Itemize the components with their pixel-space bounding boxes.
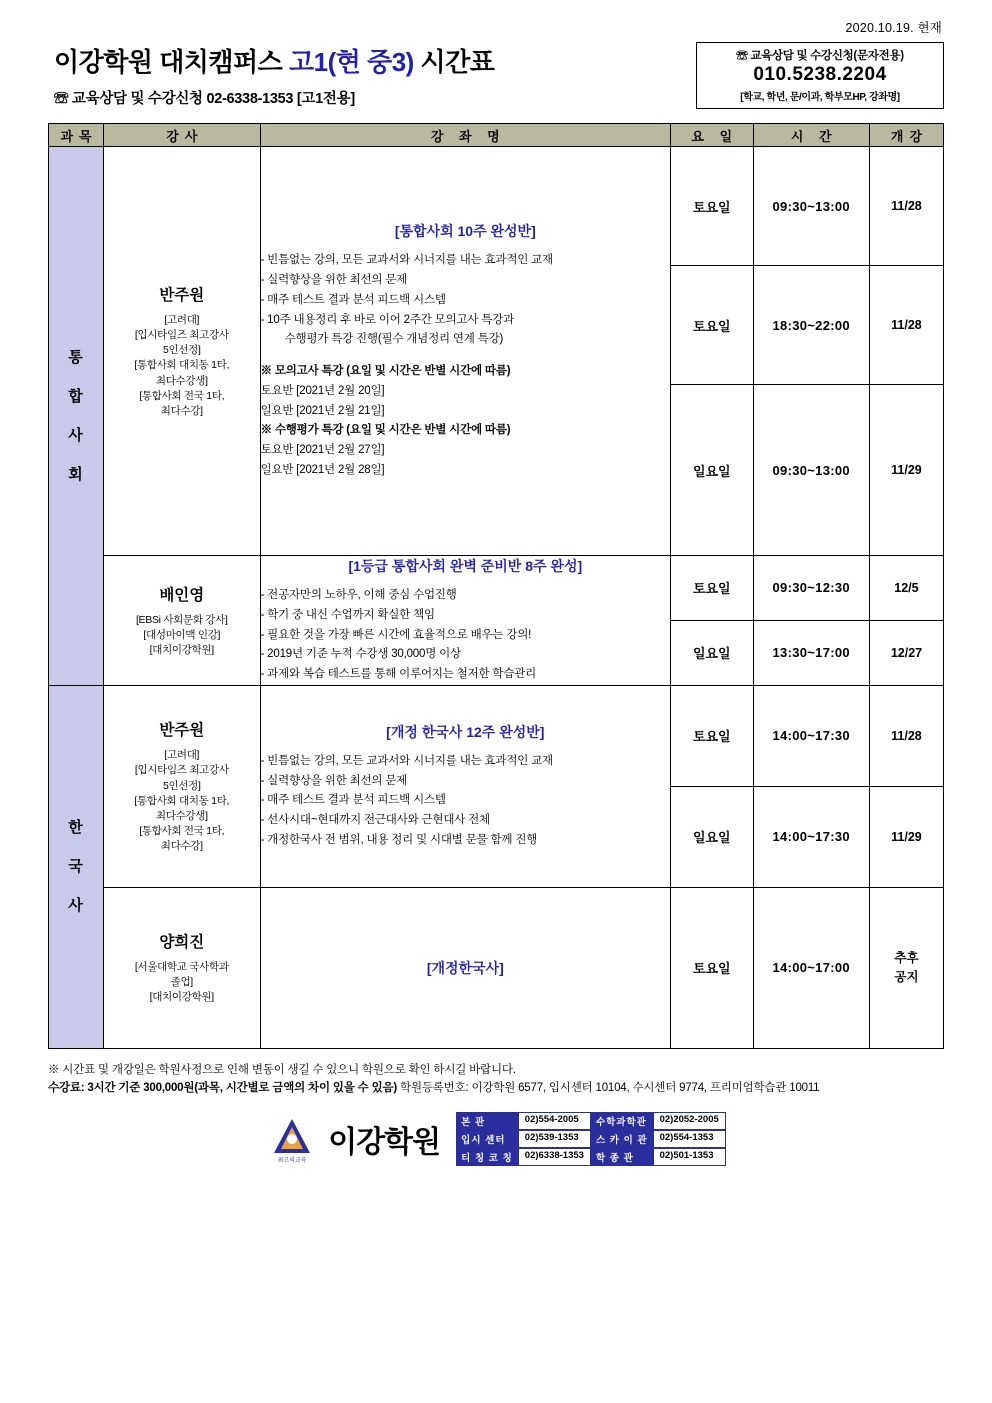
teacher-cell-baeinyoung xyxy=(104,556,261,686)
tuition-amount: 300,000원(과목, 시간별로 금액의 차이 있을 수 있음) xyxy=(143,1082,398,1095)
session-time: 14:00~17:00 xyxy=(753,887,869,1048)
subject-char: 국 xyxy=(68,858,84,876)
credential-line: 5인선정] xyxy=(162,779,201,792)
academy-logo-icon xyxy=(266,1113,318,1165)
session-start-line1: 추후 xyxy=(894,951,919,966)
session-time: 09:30~13:00 xyxy=(753,385,869,556)
col-header-teacher: 강사 xyxy=(104,124,261,147)
note-line: 일요반 [2021년 2월 21일] xyxy=(260,404,385,417)
subject-cell-social xyxy=(49,147,104,686)
credential-line: [EBSi 사회문화 강사] xyxy=(135,613,228,626)
credential-line: [입시타임즈 최고강사 xyxy=(134,328,229,341)
footer-note-tuition xyxy=(48,1079,944,1097)
teacher-cell-banjuwon-history xyxy=(104,685,261,887)
credential-line: [고려대] xyxy=(164,749,200,762)
teacher-credentials xyxy=(104,313,260,420)
session-start: 11/28 xyxy=(869,266,943,385)
consult-phone-line: ☏ 교육상담 및 수강신청 02-6338-1353 [고1전용] xyxy=(54,91,355,107)
session-day: 토요일 xyxy=(671,147,754,266)
note-line: 일요반 [2021년 2월 28일] xyxy=(260,463,385,476)
bullet-item: - 빈틈없는 강의, 모든 교과서와 시너지를 내는 효과적인 교재 xyxy=(260,254,553,267)
contact-box-fields: [학교, 학년, 문/이과, 학부모HP, 강좌명] xyxy=(740,92,900,103)
svg-text:최고의교육: 최고의교육 xyxy=(277,1157,307,1164)
course-bullets xyxy=(261,586,670,685)
teacher-credentials xyxy=(104,613,260,659)
academy-name: 이강학원 xyxy=(328,1125,441,1159)
footer-note-change: ※ 시간표 및 개강일은 학원사정으로 인해 변동이 생길 수 있으니 학원으로 확인 하시길 바랍니다. xyxy=(48,1063,516,1076)
session-day: 일요일 xyxy=(671,385,754,556)
bullet-item: - 과제와 복습 테스트를 통해 이루어지는 철저한 학습관리 xyxy=(260,668,537,681)
registration-numbers: 학원등록번호: 이강학원 6577, 입시센터 10104, 수시센터 9774, 프리미엄학습관 10011 xyxy=(397,1082,820,1095)
session-time: 14:00~17:30 xyxy=(753,685,869,786)
subject-char: 사 xyxy=(68,426,84,444)
branch-phone: 02)501-1353 xyxy=(653,1148,726,1166)
credential-line: 최다수강] xyxy=(160,840,203,853)
course-cell-tonghap8 xyxy=(260,556,670,686)
credential-line: [통합사회 대치동 1타, xyxy=(134,359,230,372)
session-time: 09:30~13:00 xyxy=(753,147,869,266)
session-start: 11/28 xyxy=(869,147,943,266)
session-start: 11/28 xyxy=(869,685,943,786)
teacher-cell-yanghuijin xyxy=(104,887,261,1048)
footer-brand xyxy=(48,1112,944,1166)
credential-line: [통합사회 대치동 1타, xyxy=(134,794,230,807)
teacher-name: 반주원 xyxy=(159,722,205,740)
session-day: 토요일 xyxy=(671,556,754,621)
course-cell-gaejeong xyxy=(260,887,670,1048)
subject-char: 합 xyxy=(68,387,84,405)
credential-line: 최다수강생] xyxy=(155,809,208,822)
session-day: 일요일 xyxy=(671,786,754,887)
course-notes xyxy=(261,362,670,481)
branch-label: 티 칭 코 칭 xyxy=(456,1148,518,1166)
session-start: 12/5 xyxy=(869,556,943,621)
table-row xyxy=(49,147,944,266)
credential-line: [서울대학교 국사학과 xyxy=(134,961,229,973)
course-bullets xyxy=(261,251,670,350)
title-block xyxy=(48,42,494,108)
teacher-name: 양희진 xyxy=(159,934,205,951)
branch-label: 스 카 이 관 xyxy=(591,1130,653,1148)
teacher-credentials xyxy=(104,960,260,1006)
credential-line: 최다수강생] xyxy=(155,374,208,387)
session-day: 토요일 xyxy=(671,266,754,385)
course-cell-tonghap10 xyxy=(260,147,670,556)
teacher-name: 반주원 xyxy=(159,286,205,304)
course-title: [개정한국사] xyxy=(426,959,504,976)
footer-notes xyxy=(48,1061,944,1098)
tuition-label: 수강료: 3시간 기준 xyxy=(48,1082,144,1095)
bullet-item: - 10주 내용정리 후 바로 이어 2주간 모의고사 특강과 xyxy=(260,313,515,326)
branch-phone: 02)539-1353 xyxy=(518,1130,591,1148)
session-day: 토요일 xyxy=(671,887,754,1048)
branch-label: 입시 센터 xyxy=(456,1130,518,1148)
branch-label: 본 관 xyxy=(456,1112,518,1130)
session-start xyxy=(869,887,943,1048)
teacher-credentials xyxy=(104,748,260,855)
note-line: ※ 수행평가 특강 (요일 및 시간은 반별 시간에 따름) xyxy=(260,424,511,437)
credential-line: [대치이강학원] xyxy=(149,991,214,1004)
bullet-item: - 실력향상을 위한 최선의 문제 xyxy=(260,774,408,787)
table-header-row xyxy=(49,124,944,147)
col-header-subject: 과목 xyxy=(49,124,104,147)
contact-box xyxy=(696,42,944,109)
page-header xyxy=(48,42,944,109)
course-title: [통합사회 10주 완성반] xyxy=(394,223,536,240)
col-header-time: 시 간 xyxy=(753,124,869,147)
teacher-name: 배인영 xyxy=(159,586,205,604)
session-day: 일요일 xyxy=(671,620,754,685)
bullet-item: - 선사시대~현대까지 전근대사와 근현대사 전체 xyxy=(260,814,490,827)
credential-line: [고려대] xyxy=(164,313,200,326)
bullet-item: - 2019년 기준 누적 수강생 30,000명 이상 xyxy=(260,648,461,661)
course-title: [1등급 통합사회 완벽 준비반 8주 완성] xyxy=(348,558,583,574)
col-header-day: 요 일 xyxy=(671,124,754,147)
session-start: 11/29 xyxy=(869,786,943,887)
credential-line: [통합사회 전국 1타, xyxy=(139,389,225,402)
bullet-item: - 필요한 것을 가장 빠른 시간에 효율적으로 배우는 강의! xyxy=(260,628,532,641)
branch-phone: 02)554-1353 xyxy=(653,1130,726,1148)
session-day: 토요일 xyxy=(671,685,754,786)
credential-line: [대치이강학원] xyxy=(149,644,214,657)
col-header-course: 강 좌 명 xyxy=(260,124,670,147)
credential-line: [통합사회 전국 1타, xyxy=(139,825,225,838)
bullet-item: - 전공자만의 노하우, 이해 중심 수업진행 xyxy=(260,589,457,601)
credential-line: [입시타임즈 최고강사 xyxy=(134,764,229,777)
course-bullets xyxy=(261,752,670,851)
title-tail-part: 시간표 xyxy=(413,47,495,77)
session-start: 12/27 xyxy=(869,620,943,685)
bullet-item: - 실력향상을 위한 최선의 문제 xyxy=(260,274,408,287)
title-highlight-part: 고1(현 중3) xyxy=(289,47,414,77)
schedule-table xyxy=(48,123,944,1049)
credential-line: 5인선정] xyxy=(162,344,201,357)
bullet-item: - 빈틈없는 강의, 모든 교과서와 시너지를 내는 효과적인 교재 xyxy=(260,754,553,767)
subject-cell-history xyxy=(49,685,104,1048)
subject-char: 통 xyxy=(68,348,84,366)
branch-phone: 02)6338-1353 xyxy=(518,1148,591,1166)
subject-char: 사 xyxy=(68,897,84,915)
credential-line: 졸업] xyxy=(170,976,193,989)
credential-line: [대성마이맥 인강] xyxy=(143,628,221,641)
branch-label: 학 종 관 xyxy=(591,1148,653,1166)
table-row xyxy=(49,685,944,786)
bullet-item: - 학기 중 내신 수업까지 확실한 책임 xyxy=(260,608,435,621)
title-main-part: 이강학원 대치캠퍼스 xyxy=(54,47,289,77)
teacher-cell-banjuwon-social xyxy=(104,147,261,556)
note-line: 토요반 [2021년 2월 20일] xyxy=(260,384,385,397)
col-header-start: 개강 xyxy=(869,124,943,147)
bullet-item: - 매주 테스트 결과 분석 피드백 시스템 xyxy=(260,293,446,306)
branch-phone: 02)554-2005 xyxy=(518,1112,591,1130)
branch-contact-grid xyxy=(456,1112,726,1166)
session-start: 11/29 xyxy=(869,385,943,556)
session-time: 09:30~12:30 xyxy=(753,556,869,621)
bullet-item-continuation: 수행평가 특강 진행(필수 개념정리 연계 특강) xyxy=(284,333,504,346)
subject-char: 한 xyxy=(68,819,84,837)
note-line: 토요반 [2021년 2월 27일] xyxy=(260,444,385,457)
session-time: 13:30~17:00 xyxy=(753,620,869,685)
course-title: [개정 한국사 12주 완성반] xyxy=(386,723,545,740)
bullet-item: - 매주 테스트 결과 분석 피드백 시스템 xyxy=(260,794,446,807)
bullet-item: - 개정한국사 전 범위, 내용 정리 및 시대별 문물 함께 진행 xyxy=(260,833,538,846)
session-time: 18:30~22:00 xyxy=(753,266,869,385)
table-row xyxy=(49,556,944,621)
branch-phone: 02)2052-2005 xyxy=(653,1112,726,1130)
table-row xyxy=(49,887,944,1048)
note-line: ※ 모의고사 특강 (요일 및 시간은 반별 시간에 따름) xyxy=(260,365,511,378)
credential-line: 최다수강] xyxy=(160,405,203,418)
current-date: 2020.10.19. 현재 xyxy=(845,21,942,35)
subject-char: 회 xyxy=(68,465,84,483)
session-start-line2: 공지 xyxy=(894,969,919,984)
contact-box-heading: ☏ 교육상담 및 수강신청(문자전용) xyxy=(736,50,904,62)
page-title xyxy=(54,42,494,79)
session-time: 14:00~17:30 xyxy=(753,786,869,887)
branch-label: 수학과학관 xyxy=(591,1112,653,1130)
contact-box-phone: 010.5238.2204 xyxy=(753,64,887,85)
course-cell-hanguksa12 xyxy=(260,685,670,887)
